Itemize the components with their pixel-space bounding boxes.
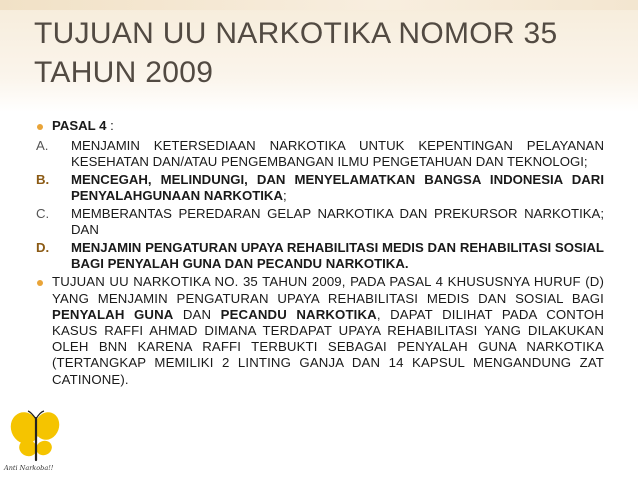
item-text-c: MEMBERANTAS PEREDARAN GELAP NARKOTIKA DAN PREKURSOR NARKOTIKA; DAN xyxy=(71,206,604,238)
logo-caption: Anti Narkoba!! xyxy=(4,464,54,472)
list-item-d xyxy=(36,240,604,272)
item-suffix-b: ; xyxy=(282,188,287,204)
note-paragraph xyxy=(36,274,604,387)
item-marker-c: C. xyxy=(36,206,50,222)
pasal-suffix: : xyxy=(106,118,114,133)
item-text-b: MENCEGAH, MELINDUNGI, DAN MENYELAMATKAN BANGSA INDONESIA DARI PENYALAHGUNAAN NARKOTIKA xyxy=(71,172,604,204)
note-part-1: TUJUAN UU NARKOTIKA NO. 35 TAHUN 2009, PADA PASAL 4 KHUSUSNYA HURUF (D) YANG MENJAMIN PENGATURAN UPAYA REHABILITASI MEDIS DAN SOSIAL BAGI xyxy=(52,274,604,306)
list-item-b xyxy=(36,172,604,204)
bullet-icon xyxy=(36,118,52,134)
bullet-icon xyxy=(36,274,52,290)
note-bold-penyalah-guna: PENYALAH GUNA xyxy=(52,306,174,322)
item-marker-a: A. xyxy=(36,138,49,154)
note-part-3: , DAPAT DILIHAT PADA CONTOH KASUS RAFFI AHMAD DIMANA TERDAPAT UPAYA REHABILITASI YANG DILAKUKAN OLEH BNN KARENA RAFFI TERBUKTI SEBAGAI PENYALAH GUNA NARKOTIKA (TERTANGKAP MEMILIKI 2 LINTING GANJA DAN 14 KAPSUL MENGANDUNG ZAT CATINONE). xyxy=(52,306,604,387)
note-part-2: DAN xyxy=(173,306,221,322)
note-bold-pecandu: PECANDU NARKOTIKA xyxy=(220,306,377,322)
pasal-heading xyxy=(36,118,604,134)
slide-title: TUJUAN UU NARKOTIKA NOMOR 35 TAHUN 2009 xyxy=(34,17,558,89)
item-marker-b: B. xyxy=(36,172,50,188)
slide-content xyxy=(36,118,604,389)
item-text-d: MENJAMIN PENGATURAN UPAYA REHABILITASI MEDIS DAN REHABILITASI SOSIAL BAGI PENYALAH GUNA DAN PECANDU NARKOTIKA. xyxy=(71,239,604,272)
item-text-a: MENJAMIN KETERSEDIAAN NARKOTIKA UNTUK KEPENTINGAN PELAYANAN KESEHATAN DAN/ATAU PENGEMBANGAN ILMU PENGETAHUAN DAN TEKNOLOGI; xyxy=(71,138,604,170)
pasal-label: PASAL 4 xyxy=(52,118,107,133)
item-marker-d: D. xyxy=(36,239,50,255)
list-item-c xyxy=(36,206,604,238)
list-item-a xyxy=(36,138,604,170)
